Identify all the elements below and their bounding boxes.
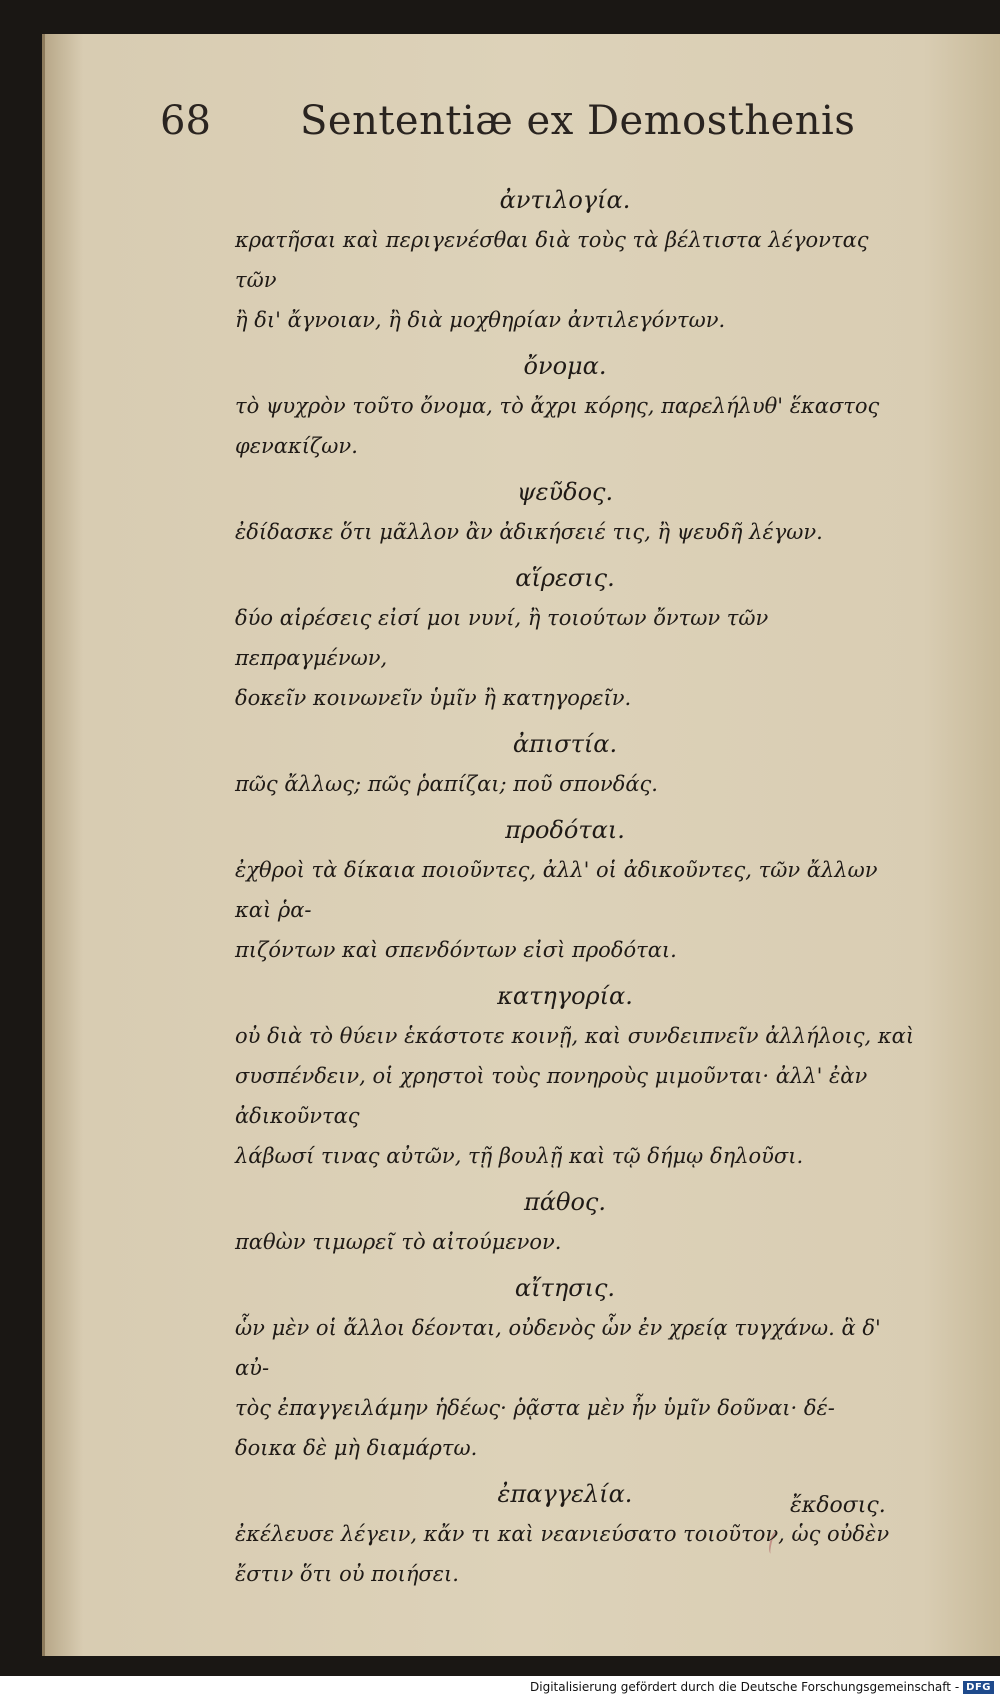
- entry-heading: ἐπαγγελία.: [497, 1480, 633, 1508]
- entry-heading: ἀπιστία.: [512, 730, 618, 758]
- entry: [235, 810, 915, 970]
- digitization-footer: [0, 1676, 1000, 1698]
- entry-text: κρατῆσαι καὶ περιγενέσθαι διὰ τοὺς τὰ βέλτιστα λέγοντας τῶν ἢ δι' ἄγνοιαν, ἢ διὰ μοχθηρίαν ἀντιλεγόντων.: [235, 228, 869, 332]
- page-number: 68: [160, 98, 211, 144]
- entry: [235, 346, 915, 466]
- entry-text: δύο αἱρέσεις εἰσί μοι νυνί, ἢ τοιούτων ὄντων τῶν πεπραγμένων, δοκεῖν κοινωνεῖν ὑμῖν ἢ κατηγορεῖν.: [235, 606, 769, 710]
- dfg-logo[interactable]: DFG: [963, 1681, 994, 1694]
- entry-text: ὧν μὲν οἱ ἄλλοι δέονται, οὐδενὸς ὧν ἐν χρείᾳ τυγχάνω. ἃ δ' αὐ- τὸς ἐπαγγειλάμην ἡδέως· ῥᾷστα μὲν ἦν ὑμῖν δοῦναι· δέ- δοικα δὲ μὴ διαμάρτω.: [235, 1316, 881, 1460]
- entry: [235, 1474, 915, 1594]
- entry-text: ἐχθροὶ τὰ δίκαια ποιοῦντες, ἀλλ' οἱ ἀδικοῦντες, τῶν ἄλλων καὶ ῥα- πιζόντων καὶ σπενδόντων εἰσὶ προδόται.: [235, 858, 878, 962]
- entry-text: πῶς ἄλλως; πῶς ῥαπίζαι; ποῦ σπονδάς.: [235, 772, 658, 796]
- entry-heading: κατηγορία.: [497, 982, 633, 1010]
- entry-text: οὐ διὰ τὸ θύειν ἑκάστοτε κοινῇ, καὶ συνδειπνεῖν ἀλλήλοις, καὶ συσπένδειν, οἱ χρηστοὶ τοὺς πονηροὺς μιμοῦνται· ἀλλ' ἐὰν ἀδικοῦντας λάβωσί τινας αὐτῶν, τῇ βουλῇ καὶ τῷ δήμῳ δηλοῦσι.: [235, 1024, 915, 1168]
- entry-heading: ὄνομα.: [523, 352, 607, 380]
- running-title: Sententiæ ex Demosthenis: [300, 98, 856, 144]
- page-header: [160, 98, 920, 158]
- entry: [235, 472, 915, 552]
- entry-heading: αἵρεσις.: [515, 564, 615, 592]
- entry: [235, 1268, 915, 1468]
- entry-heading: ἀντιλογία.: [499, 186, 631, 214]
- entry-text: ἐκέλευσε λέγειν, κἄν τι καὶ νεανιεύσατο τοιοῦτον, ὡς οὐδὲν ἔστιν ὅτι οὐ ποιήσει.: [235, 1522, 890, 1586]
- entry-heading: αἴτησις.: [514, 1274, 616, 1302]
- entry-text: ἐδίδασκε ὅτι μᾶλλον ἂν ἀδικήσειέ τις, ἢ ψευδῆ λέγων.: [235, 520, 823, 544]
- entry-text: παθὼν τιμωρεῖ τὸ αἰτούμενον.: [235, 1230, 562, 1254]
- entry: [235, 976, 915, 1176]
- entry: [235, 558, 915, 718]
- page-body: [235, 180, 915, 1600]
- entry: [235, 724, 915, 804]
- catchword: ἔκδοσις.: [790, 1493, 886, 1518]
- entry-text: τὸ ψυχρὸν τοῦτο ὄνομα, τὸ ἄχρι κόρης, παρελήλυθ' ἕκαστος φενακίζων.: [235, 394, 880, 458]
- entry: [235, 180, 915, 340]
- footer-text: Digitalisierung gefördert durch die Deutsche Forschungsgemeinschaft -: [530, 1680, 960, 1694]
- entry-heading: πάθος.: [524, 1188, 606, 1216]
- entry: [235, 1182, 915, 1262]
- entry-heading: προδόται.: [505, 816, 625, 844]
- entry-heading: ψεῦδος.: [516, 478, 614, 506]
